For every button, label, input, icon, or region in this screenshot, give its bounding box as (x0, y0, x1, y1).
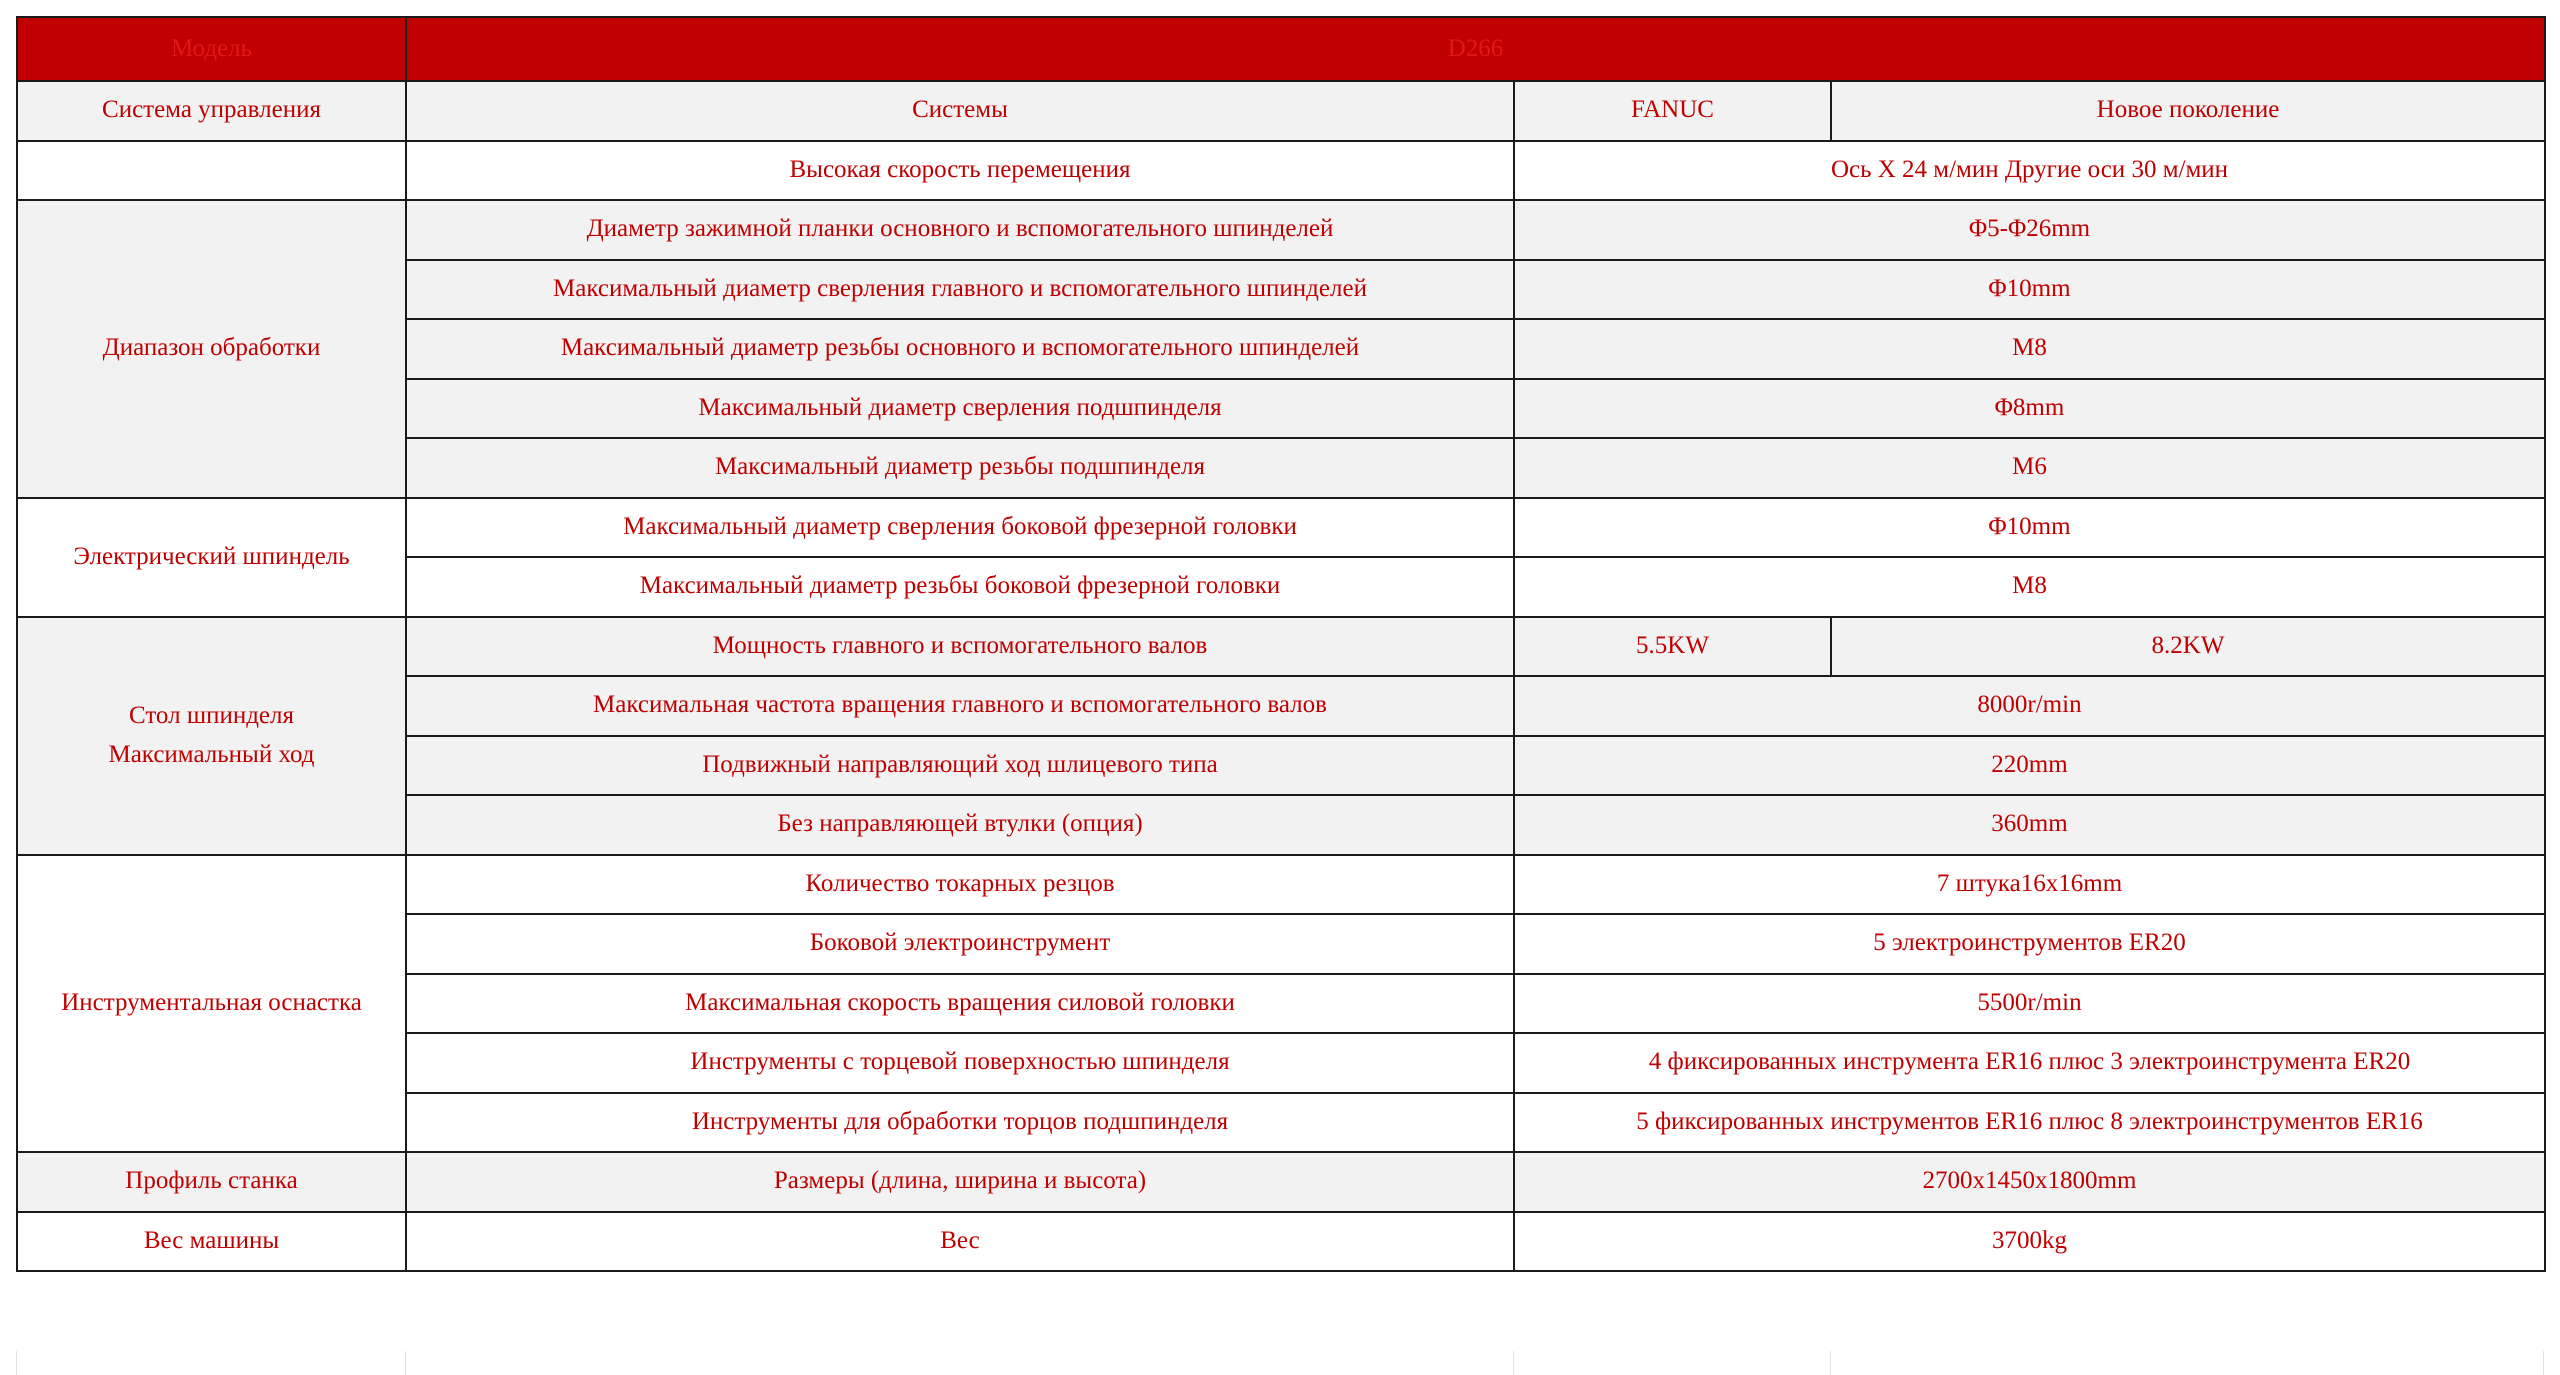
spec-value: 5 электроинструментов ER20 (1514, 914, 2545, 974)
power-sub-value: 8.2KW (1831, 617, 2545, 677)
spec-param: Максимальная скорость вращения силовой головки (406, 974, 1514, 1034)
spec-value: M6 (1514, 438, 2545, 498)
trailing-gridline (1830, 1351, 1831, 1375)
rapid-label (17, 141, 406, 201)
spec-value: 3700kg (1514, 1212, 2545, 1272)
profile-label: Профиль станка (17, 1152, 406, 1212)
trailing-gridline (16, 1351, 17, 1375)
spec-value: Φ5-Φ26mm (1514, 200, 2545, 260)
table-row (17, 1212, 2545, 1272)
control-generation: Новое поколение (1831, 81, 2545, 141)
spec-table (16, 16, 2546, 1272)
power-main-value: 5.5KW (1514, 617, 1831, 677)
spec-value: 8000r/min (1514, 676, 2545, 736)
spec-value: 2700x1450x1800mm (1514, 1152, 2545, 1212)
tooling-label: Инструментальная оснастка (17, 855, 406, 1153)
spindle-table-label-line2: Максимальный ход (108, 740, 315, 768)
spec-param: Максимальный диаметр резьбы основного и вспомогательного шпинделей (406, 319, 1514, 379)
model-label: Модель (17, 17, 406, 81)
spec-value: 4 фиксированных инструмента ER16 плюс 3 электроинструмента ER20 (1514, 1033, 2545, 1093)
model-value: D266 (406, 17, 2545, 81)
weight-label: Вес машины (17, 1212, 406, 1272)
trailing-gridline (1513, 1351, 1514, 1375)
spec-param: Максимальный диаметр сверления боковой фрезерной головки (406, 498, 1514, 558)
spec-param: Инструменты для обработки торцов подшпинделя (406, 1093, 1514, 1153)
spec-value: 7 штука16x16mm (1514, 855, 2545, 915)
spec-value: Φ8mm (1514, 379, 2545, 439)
control-brand: FANUC (1514, 81, 1831, 141)
table-row (17, 498, 2545, 558)
table-row (17, 200, 2545, 260)
spec-param: Размеры (длина, ширина и высота) (406, 1152, 1514, 1212)
spindle-table-label (17, 617, 406, 855)
header-row (17, 17, 2545, 81)
table-row (17, 1152, 2545, 1212)
spec-value: Φ10mm (1514, 498, 2545, 558)
spindle-table-label-line1: Стол шпинделя (128, 701, 294, 729)
trailing-gridline (2543, 1351, 2544, 1375)
table-row (17, 81, 2545, 141)
spec-value: 360mm (1514, 795, 2545, 855)
spec-value: 220mm (1514, 736, 2545, 796)
spec-value: 5500r/min (1514, 974, 2545, 1034)
spec-value: 5 фиксированных инструментов ER16 плюс 8 электроинструментов ER16 (1514, 1093, 2545, 1153)
spec-param: Инструменты с торцевой поверхностью шпинделя (406, 1033, 1514, 1093)
spec-param: Максимальный диаметр резьбы боковой фрезерной головки (406, 557, 1514, 617)
spec-param: Максимальный диаметр сверления подшпинделя (406, 379, 1514, 439)
table-row (17, 617, 2545, 677)
spec-param: Максимальный диаметр сверления главного и вспомогательного шпинделей (406, 260, 1514, 320)
spec-param: Вес (406, 1212, 1514, 1272)
systems-label: Системы (406, 81, 1514, 141)
spec-param: Количество токарных резцов (406, 855, 1514, 915)
spec-param: Подвижный направляющий ход шлицевого типа (406, 736, 1514, 796)
control-system-label: Система управления (17, 81, 406, 141)
spec-param: Диаметр зажимной планки основного и вспомогательного шпинделей (406, 200, 1514, 260)
processing-range-label: Диапазон обработки (17, 200, 406, 498)
spec-param: Без направляющей втулки (опция) (406, 795, 1514, 855)
spec-value: M8 (1514, 557, 2545, 617)
spec-param: Боковой электроинструмент (406, 914, 1514, 974)
electric-spindle-label: Электрический шпиндель (17, 498, 406, 617)
trailing-gridline (405, 1351, 406, 1375)
spec-value: M8 (1514, 319, 2545, 379)
spec-param: Максимальная частота вращения главного и вспомогательного валов (406, 676, 1514, 736)
spec-value: Φ10mm (1514, 260, 2545, 320)
rapid-param: Высокая скорость перемещения (406, 141, 1514, 201)
table-row (17, 141, 2545, 201)
table-row (17, 855, 2545, 915)
spec-param: Мощность главного и вспомогательного валов (406, 617, 1514, 677)
rapid-value: Ось X 24 м/мин Другие оси 30 м/мин (1514, 141, 2545, 201)
spec-param: Максимальный диаметр резьбы подшпинделя (406, 438, 1514, 498)
